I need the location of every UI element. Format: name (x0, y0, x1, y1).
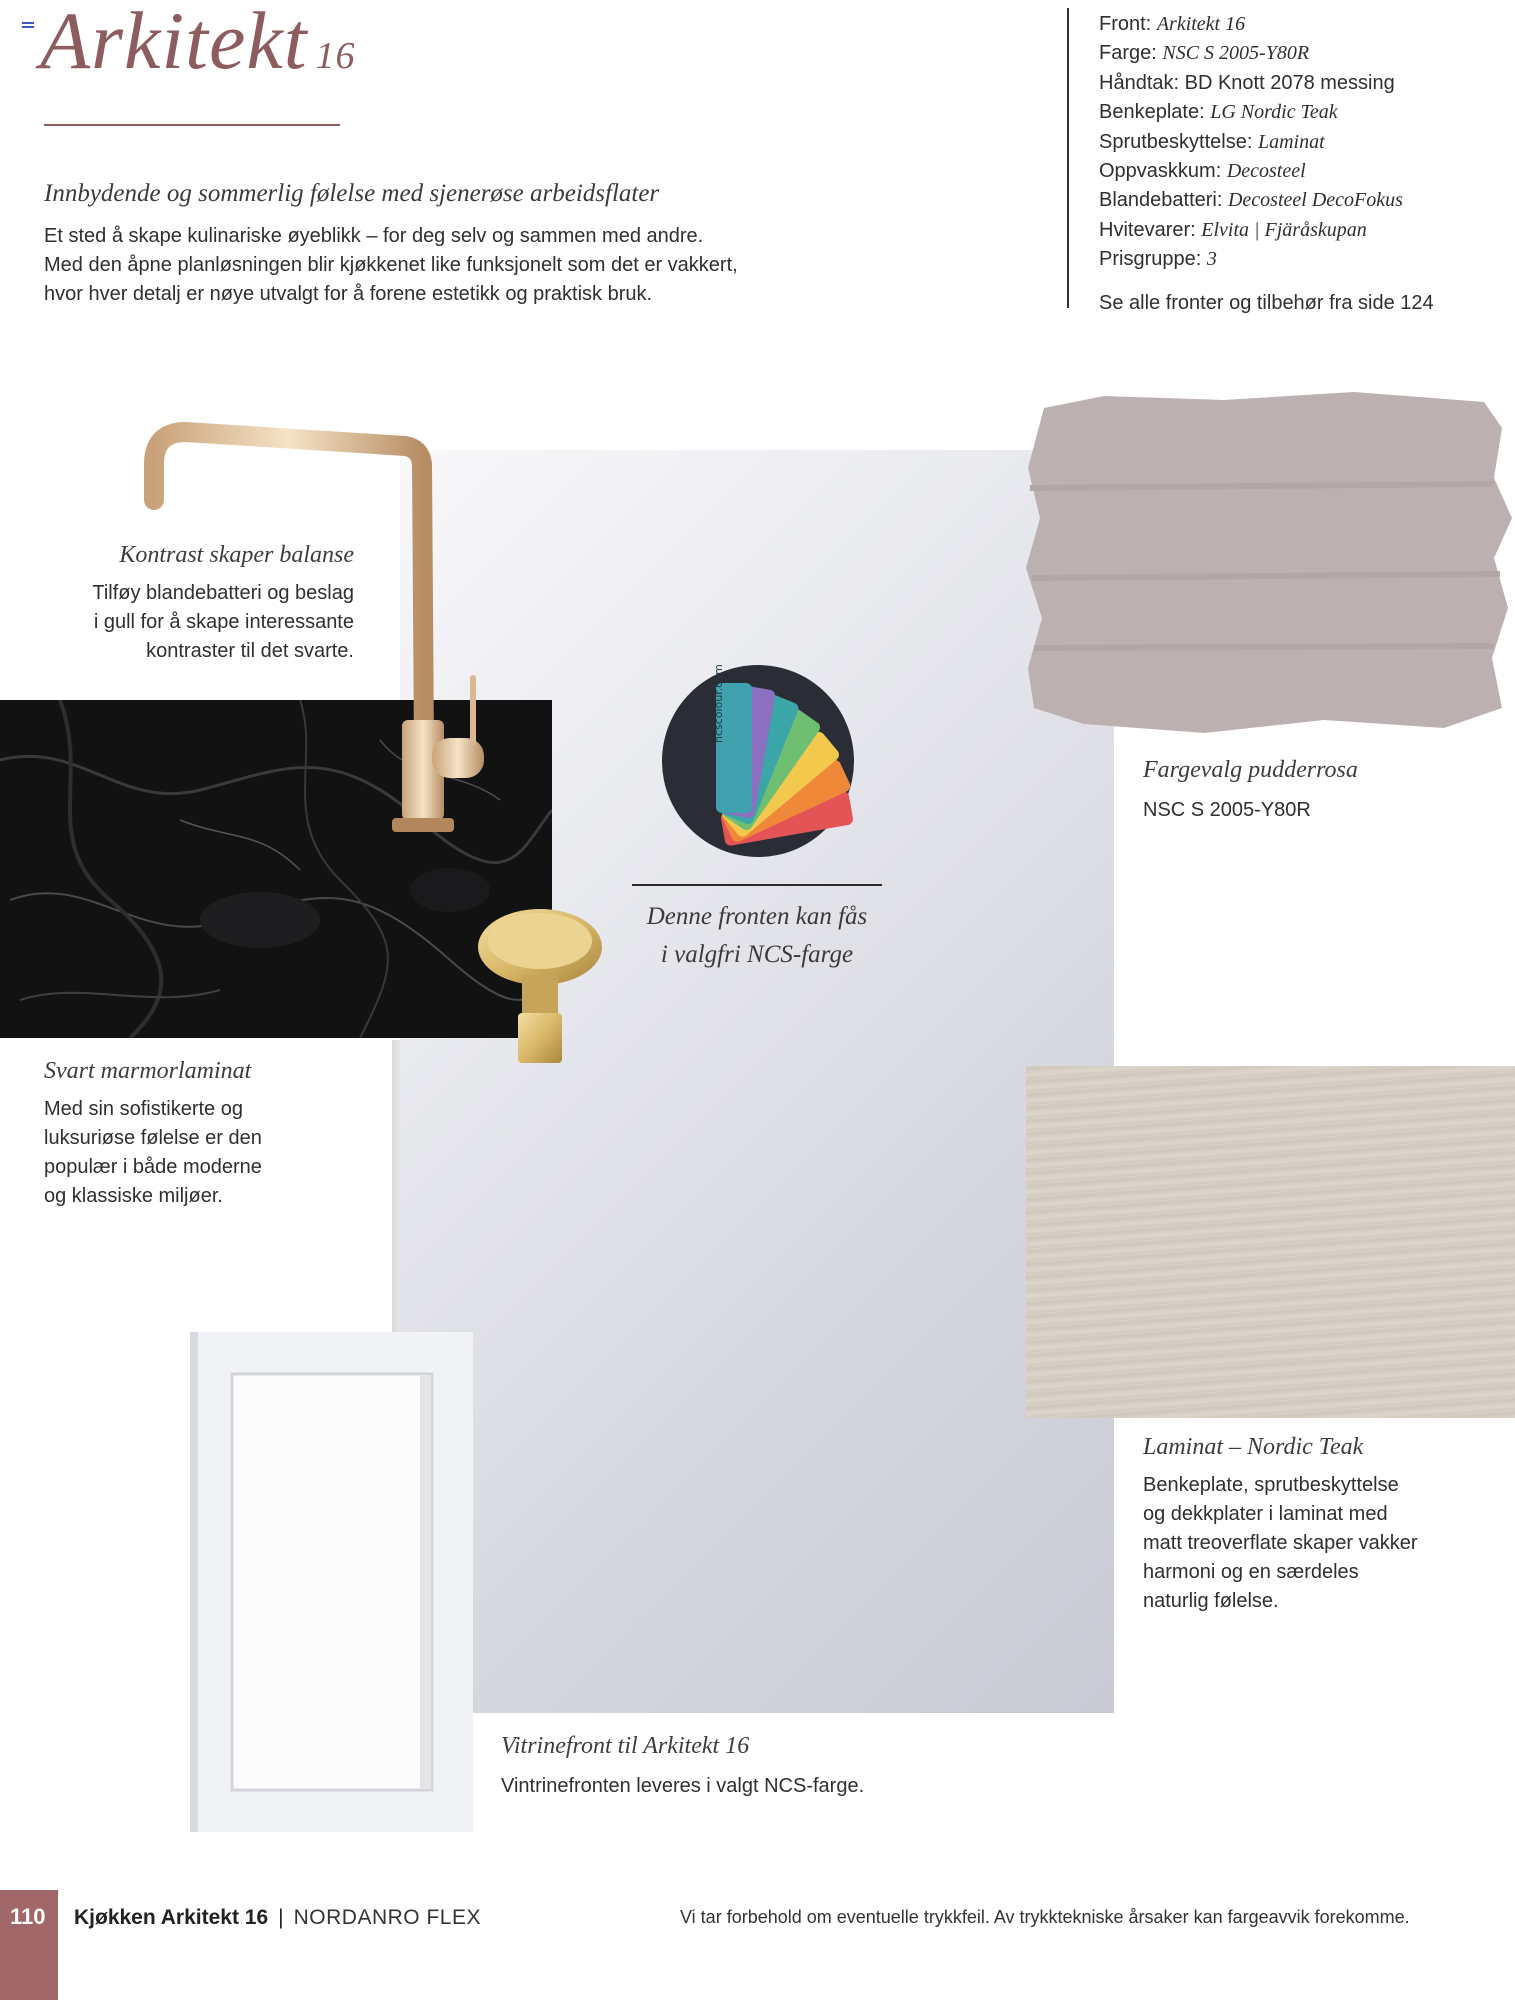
specs-list (1099, 10, 1434, 318)
color-code: NSC S 2005-Y80R (1143, 799, 1311, 821)
ncs-colour-logo (660, 663, 856, 859)
faucet-caption: Kontrast skaper balanse Tilføy blandebatteri og beslag i gull for å skape interessante kontraster til det svarte. (60, 542, 354, 666)
color-caption (1143, 757, 1358, 825)
intro-heading: Innbydende og sommerlig følelse med sjenerøse arbeidsflater (44, 180, 660, 207)
faucet-caption-title: Kontrast skaper balanse (119, 542, 354, 568)
spec-worktop: Benkeplate: LG Nordic Teak (1099, 101, 1338, 124)
title-number: 16 (315, 35, 356, 77)
spec-handle: Håndtak: BD Knott 2078 messing (1099, 71, 1395, 94)
marble-caption-title: Svart marmorlaminat (44, 1058, 252, 1084)
spec-faucet: Blandebatteri: Decosteel DecoFokus (1099, 189, 1403, 212)
ncs-caption: Denne fronten kan fås i valgfri NCS-farge (646, 903, 868, 968)
spec-appliances: Hvitevarer: Elvita | Fjäråskupan (1099, 218, 1367, 241)
paint-swatch-image (1024, 388, 1514, 743)
page-number: 110 (10, 1904, 46, 1929)
ncs-logo-text: ncscolour.com (712, 664, 725, 743)
footer-title: Kjøkken Arkitekt 16 | NORDANRO FLEX (74, 1906, 481, 1929)
color-caption-title: Fargevalg pudderrosa (1143, 757, 1358, 783)
spec-splashback: Sprutbeskyttelse: Laminat (1099, 130, 1325, 153)
laminate-caption-title: Laminat – Nordic Teak (1143, 1434, 1364, 1460)
laminate-caption: Laminat – Nordic Teak Benkeplate, sprutbeskyttelse og dekkplater i laminat med matt treoverflate skaper vakker harmoni og en særdeles naturlig følelse. (1143, 1434, 1418, 1612)
footer-brand: NORDANRO FLEX (293, 1906, 481, 1929)
spec-color: Farge: NSC S 2005-Y80R (1099, 42, 1310, 65)
specs-divider (1067, 8, 1069, 308)
knob-image (470, 905, 610, 1070)
spec-price-group: Prisgruppe: 3 (1099, 248, 1217, 271)
page-title: Arkitekt 16 (40, 0, 356, 86)
spec-front: Front: Arkitekt 16 (1099, 13, 1246, 35)
footer-disclaimer: Vi tar forbehold om eventuelle trykkfeil. Av trykktekniske årsaker kan fargeavvik forekomme. (680, 1907, 1410, 1927)
teak-laminate-image (1026, 1066, 1515, 1418)
marble-caption: Svart marmorlaminat Med sin sofistikerte og luksuriøse følelse er den populær i både moderne og klassiske miljøer. (44, 1058, 262, 1207)
ncs-divider (632, 884, 882, 886)
vitrine-front-image (190, 1332, 473, 1832)
spec-note: Se alle fronter og tilbehør fra side 124 (1099, 291, 1434, 314)
title-divider (44, 124, 340, 126)
vitrine-caption: Vitrinefront til Arkitekt 16 Vintrinefronten leveres i valgt NCS-farge. (501, 1733, 865, 1797)
intro-body: Et sted å skape kulinariske øyeblikk – for deg selv og sammen med andre. Med den åpne planløsningen blir kjøkkenet like funksjonelt som det er vakkert, hvor hver detalj er nøye utvalgt for å forene estetikk og praktisk bruk. (44, 225, 738, 305)
menu-icon (22, 22, 34, 31)
vitrine-caption-title: Vitrinefront til Arkitekt 16 (501, 1733, 750, 1759)
spec-sink: Oppvaskkum: Decosteel (1099, 160, 1306, 183)
